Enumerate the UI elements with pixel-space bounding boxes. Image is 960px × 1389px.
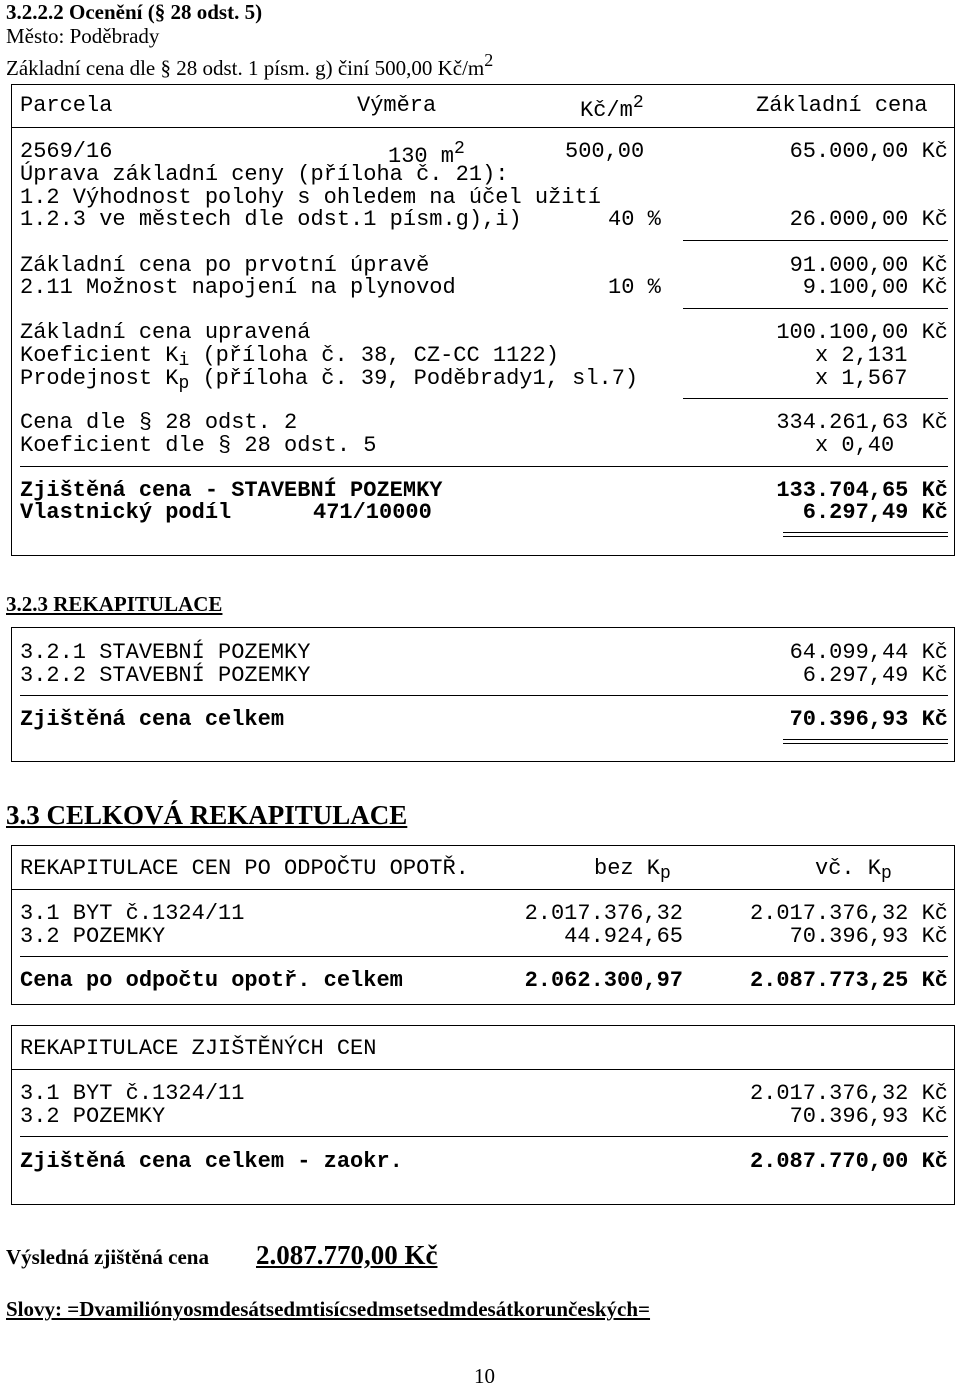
col-zakladni-cena: Základní cena (756, 93, 928, 118)
total-line (20, 695, 948, 696)
result-value: 2.087.770,00 Kč (256, 1240, 438, 1270)
sum-line (683, 398, 948, 399)
overall-title: 3.3 CELKOVÁ REKAPITULACE (6, 800, 408, 830)
box1-row-v1: 44.924,65 (564, 924, 683, 949)
box2-total-value: 2.087.770,00 Kč (749, 1149, 948, 1174)
city-line: Město: Poděbrady (6, 24, 160, 48)
parcel-value: 65.000,00 Kč (789, 139, 948, 164)
sum-line (683, 308, 948, 309)
box1-row-v2: 70.396,93 Kč (789, 924, 948, 949)
parcel-number: 2569/16 (20, 139, 113, 164)
box1-row-v1: 2.017.376,32 (524, 901, 683, 926)
recap-row-label: 3.2.2 STAVEBNÍ POZEMKY (20, 663, 311, 688)
col-parcela: Parcela (20, 93, 113, 118)
recap-row-label: 3.2.1 STAVEBNÍ POZEMKY (20, 640, 311, 665)
box1-header: REKAPITULACE CEN PO ODPOČTU OPOTŘ. (20, 856, 469, 881)
kp-value: x 1,567 (815, 366, 908, 391)
box1-total-v1: 2.062.300,97 (524, 968, 683, 993)
recap-row-value: 64.099,44 Kč (789, 640, 948, 665)
section-title: 3.2.2.2 Ocenění (§ 28 odst. 5) (6, 0, 263, 24)
first-adj-label: Základní cena po prvotní úpravě (20, 253, 430, 278)
adj-1-2-3: 1.2.3 ve městech dle odst.1 písm.g),i) (20, 207, 522, 232)
double-underline (783, 532, 948, 537)
col-without-kp: bez $K_p$ (594, 856, 671, 884)
gas-pct: 10 % (608, 275, 661, 300)
base-price-note: Základní cena dle § 28 odst. 1 písm. g) činí 500,00 $Kč/m^2$ (6, 50, 494, 80)
box2-row-value: 70.396,93 Kč (789, 1104, 948, 1129)
adj-1-2-3-value: 26.000,00 Kč (789, 207, 948, 232)
box2-row-label: 3.2 POZEMKY (20, 1104, 166, 1129)
gas-label: 2.11 Možnost napojení na plynovod (20, 275, 456, 300)
parcel-rate: 500,00 (565, 139, 645, 164)
recap-total-value: 70.396,93 Kč (789, 707, 948, 732)
total-line (20, 956, 948, 957)
header-divider (11, 889, 955, 890)
box1-row-label: 3.1 BYT č.1324/11 (20, 901, 245, 926)
box2-row-label: 3.1 BYT č.1324/11 (20, 1081, 245, 1106)
page-number: 10 (474, 1364, 495, 1388)
box1-total-label: Cena po odpočtu opotř. celkem (20, 968, 403, 993)
parcel-area: 130 $m^2$ (388, 139, 465, 169)
box2-row-value: 2.017.376,32 Kč (749, 1081, 948, 1106)
result-in-words: Slovy: =Dvamiliónyosmdesátsedmtisícsedmsetsedmdesátkorunčeských= (6, 1297, 651, 1321)
coef28-label: Koeficient dle § 28 odst. 5 (20, 433, 377, 458)
recap-title: 3.2.3 REKAPITULACE (6, 592, 223, 616)
adjusted-label: Základní cena upravená (20, 320, 311, 345)
box2-header: REKAPITULACE ZJIŠTĚNÝCH CEN (20, 1036, 377, 1061)
adjusted-value: 100.100,00 Kč (776, 320, 948, 345)
price28-label: Cena dle § 28 odst. 2 (20, 410, 298, 435)
share-label: Vlastnický podíl (20, 500, 232, 525)
col-with-kp: vč. $K_p$ (815, 856, 892, 884)
ki-value: x 2,131 (815, 343, 908, 368)
result-label: Výsledná zjištěná cena (6, 1245, 209, 1269)
adj-label: Úprava základní ceny (příloha č. 21): (20, 162, 509, 187)
total-line (20, 1136, 948, 1137)
kp-label: Prodejnost $K_p$ (příloha č. 39, Poděbrady1, sl.7) (20, 366, 639, 394)
coef28-value: x 0,40 (815, 433, 895, 458)
header-divider (11, 1069, 955, 1070)
col-kc-m2: $Kč/m^2$ (580, 93, 644, 123)
recap-row-value: 6.297,49 Kč (802, 663, 948, 688)
ki-label: Koeficient $K_i$ (příloha č. 38, CZ-CC 1122) (20, 343, 559, 371)
header-divider (11, 127, 955, 128)
double-underline (783, 739, 948, 744)
gas-value: 9.100,00 Kč (802, 275, 948, 300)
recap-total-label: Zjištěná cena celkem (20, 707, 285, 732)
col-vymera: Výměra (357, 93, 437, 118)
first-adj-value: 91.000,00 Kč (789, 253, 948, 278)
box1-row-v2: 2.017.376,32 Kč (749, 901, 948, 926)
box1-row-label: 3.2 POZEMKY (20, 924, 166, 949)
adj-1-2-3-pct: 40 % (608, 207, 661, 232)
total-line (20, 466, 948, 467)
found-label: Zjištěná cena - STAVEBNÍ POZEMKY (20, 478, 443, 503)
share-ratio: 471/10000 (313, 500, 432, 525)
found-value: 133.704,65 Kč (776, 478, 948, 503)
box1-total-v2: 2.087.773,25 Kč (749, 968, 948, 993)
share-value: 6.297,49 Kč (802, 500, 948, 525)
price28-value: 334.261,63 Kč (776, 410, 948, 435)
box2-total-label: Zjištěná cena celkem - zaokr. (20, 1149, 403, 1174)
adj-1-2: 1.2 Výhodnost polohy s ohledem na účel užití (20, 185, 601, 210)
sum-line (683, 240, 948, 241)
